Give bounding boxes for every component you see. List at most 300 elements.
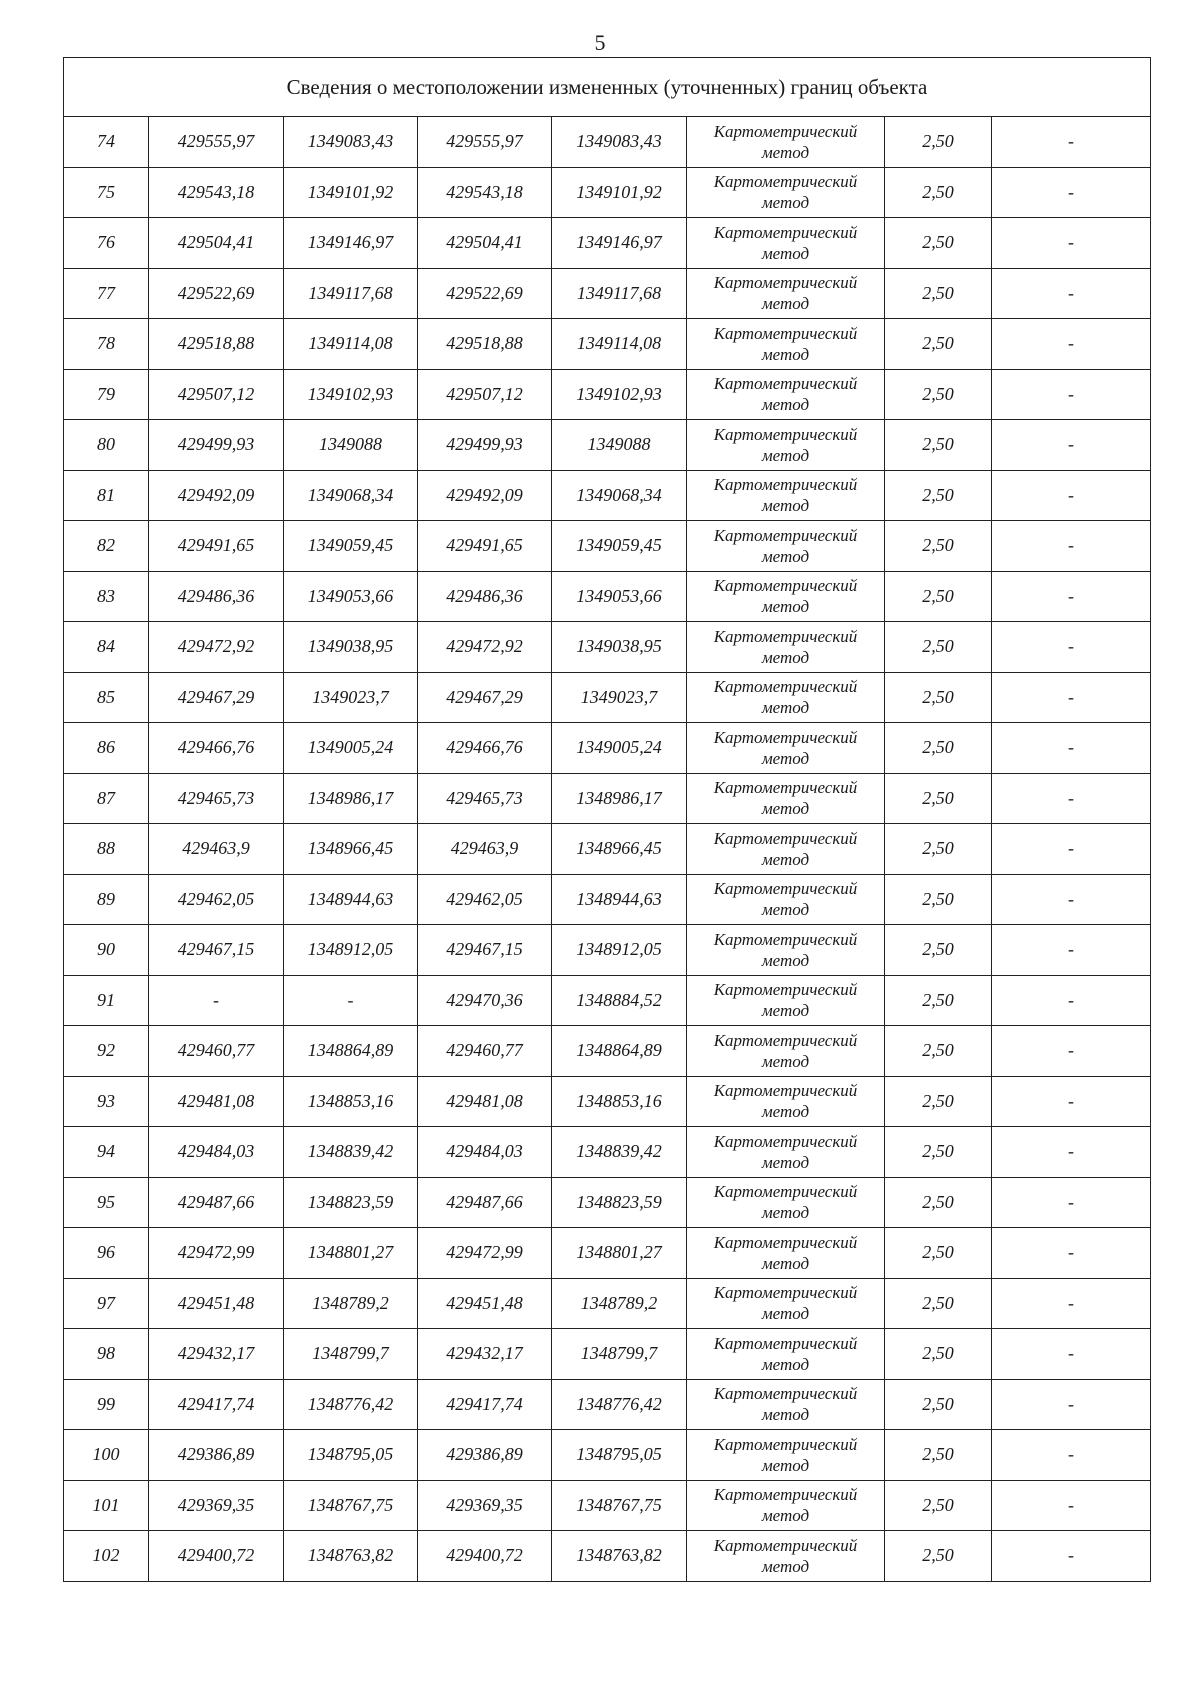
note-cell: - bbox=[992, 319, 1151, 370]
existing-x-cell: 429467,29 bbox=[149, 672, 284, 723]
method-line-2: метод bbox=[761, 1152, 810, 1172]
point-number-cell: 100 bbox=[64, 1430, 149, 1481]
refined-x-cell: 429463,9 bbox=[418, 824, 552, 875]
refined-x-cell: 429386,89 bbox=[418, 1430, 552, 1481]
method-line-2: метод bbox=[761, 1203, 810, 1223]
table-body bbox=[64, 117, 1151, 1582]
existing-y-cell: 1349083,43 bbox=[284, 117, 418, 168]
refined-x-cell: 429472,92 bbox=[418, 622, 552, 673]
refined-x-cell: 429507,12 bbox=[418, 369, 552, 420]
method-line-2: метод bbox=[761, 1102, 810, 1122]
refined-y-cell: 1349053,66 bbox=[552, 571, 687, 622]
table-row bbox=[64, 1026, 1151, 1077]
point-number-cell: 91 bbox=[64, 975, 149, 1026]
table-row bbox=[64, 824, 1151, 875]
accuracy-cell: 2,50 bbox=[885, 1329, 992, 1380]
refined-x-cell: 429518,88 bbox=[418, 319, 552, 370]
point-number-cell: 95 bbox=[64, 1177, 149, 1228]
method-line-2: метод bbox=[761, 243, 810, 263]
existing-y-cell: 1348944,63 bbox=[284, 874, 418, 925]
accuracy-cell: 2,50 bbox=[885, 925, 992, 976]
method-line-2: метод bbox=[761, 1051, 810, 1071]
note-cell: - bbox=[992, 1329, 1151, 1380]
method-line-2: метод bbox=[761, 1506, 810, 1526]
point-number-cell: 87 bbox=[64, 773, 149, 824]
method-cell bbox=[687, 723, 885, 774]
note-cell: - bbox=[992, 571, 1151, 622]
refined-y-cell: 1348839,42 bbox=[552, 1127, 687, 1178]
refined-y-cell: 1349083,43 bbox=[552, 117, 687, 168]
point-number-cell: 94 bbox=[64, 1127, 149, 1178]
existing-x-cell: 429463,9 bbox=[149, 824, 284, 875]
refined-y-cell: 1349059,45 bbox=[552, 521, 687, 572]
table-row bbox=[64, 571, 1151, 622]
refined-y-cell: 1348767,75 bbox=[552, 1480, 687, 1531]
method-line-2: метод bbox=[761, 142, 810, 162]
method-cell bbox=[687, 521, 885, 572]
refined-x-cell: 429470,36 bbox=[418, 975, 552, 1026]
accuracy-cell: 2,50 bbox=[885, 672, 992, 723]
accuracy-cell: 2,50 bbox=[885, 723, 992, 774]
accuracy-cell: 2,50 bbox=[885, 975, 992, 1026]
existing-y-cell: 1349117,68 bbox=[284, 268, 418, 319]
refined-x-cell: 429467,29 bbox=[418, 672, 552, 723]
existing-y-cell: 1348912,05 bbox=[284, 925, 418, 976]
table-row bbox=[64, 167, 1151, 218]
existing-x-cell: 429369,35 bbox=[149, 1480, 284, 1531]
accuracy-cell: 2,50 bbox=[885, 1076, 992, 1127]
method-line-2: метод bbox=[761, 294, 810, 314]
refined-y-cell: 1348966,45 bbox=[552, 824, 687, 875]
existing-y-cell: 1349088 bbox=[284, 420, 418, 471]
existing-y-cell: 1349005,24 bbox=[284, 723, 418, 774]
table-row bbox=[64, 319, 1151, 370]
existing-x-cell: 429491,65 bbox=[149, 521, 284, 572]
method-cell bbox=[687, 167, 885, 218]
note-cell: - bbox=[992, 672, 1151, 723]
refined-x-cell: 429492,09 bbox=[418, 470, 552, 521]
refined-x-cell: 429467,15 bbox=[418, 925, 552, 976]
method-cell bbox=[687, 622, 885, 673]
method-line-2: метод bbox=[761, 1354, 810, 1374]
existing-x-cell: 429507,12 bbox=[149, 369, 284, 420]
method-cell bbox=[687, 1026, 885, 1077]
method-line-2: метод bbox=[761, 698, 810, 718]
accuracy-cell: 2,50 bbox=[885, 420, 992, 471]
existing-x-cell: - bbox=[149, 975, 284, 1026]
note-cell: - bbox=[992, 1026, 1151, 1077]
table-row bbox=[64, 975, 1151, 1026]
existing-y-cell: 1348789,2 bbox=[284, 1278, 418, 1329]
method-cell bbox=[687, 672, 885, 723]
point-number-cell: 102 bbox=[64, 1531, 149, 1582]
method-line-1: Картометрический bbox=[713, 576, 858, 596]
table-row bbox=[64, 1379, 1151, 1430]
accuracy-cell: 2,50 bbox=[885, 1480, 992, 1531]
method-line-2: метод bbox=[761, 1001, 810, 1021]
method-cell bbox=[687, 1177, 885, 1228]
accuracy-cell: 2,50 bbox=[885, 167, 992, 218]
method-cell bbox=[687, 925, 885, 976]
existing-x-cell: 429465,73 bbox=[149, 773, 284, 824]
accuracy-cell: 2,50 bbox=[885, 369, 992, 420]
refined-x-cell: 429491,65 bbox=[418, 521, 552, 572]
method-line-2: метод bbox=[761, 597, 810, 617]
method-line-1: Картометрический bbox=[713, 929, 858, 949]
existing-y-cell: 1348853,16 bbox=[284, 1076, 418, 1127]
method-cell bbox=[687, 1430, 885, 1481]
boundary-coordinates-table bbox=[63, 57, 1151, 1582]
point-number-cell: 77 bbox=[64, 268, 149, 319]
note-cell: - bbox=[992, 420, 1151, 471]
method-cell bbox=[687, 1278, 885, 1329]
accuracy-cell: 2,50 bbox=[885, 773, 992, 824]
existing-y-cell: 1348801,27 bbox=[284, 1228, 418, 1279]
existing-y-cell: 1348839,42 bbox=[284, 1127, 418, 1178]
method-line-1: Картометрический bbox=[713, 879, 858, 899]
method-cell bbox=[687, 268, 885, 319]
table-row bbox=[64, 117, 1151, 168]
method-cell bbox=[687, 1228, 885, 1279]
note-cell: - bbox=[992, 167, 1151, 218]
refined-y-cell: 1348884,52 bbox=[552, 975, 687, 1026]
note-cell: - bbox=[992, 268, 1151, 319]
existing-y-cell: 1348776,42 bbox=[284, 1379, 418, 1430]
existing-y-cell: 1348795,05 bbox=[284, 1430, 418, 1481]
method-line-2: метод bbox=[761, 445, 810, 465]
note-cell: - bbox=[992, 521, 1151, 572]
note-cell: - bbox=[992, 925, 1151, 976]
refined-y-cell: 1349102,93 bbox=[552, 369, 687, 420]
refined-y-cell: 1348763,82 bbox=[552, 1531, 687, 1582]
accuracy-cell: 2,50 bbox=[885, 1430, 992, 1481]
table-row bbox=[64, 874, 1151, 925]
existing-x-cell: 429484,03 bbox=[149, 1127, 284, 1178]
accuracy-cell: 2,50 bbox=[885, 1531, 992, 1582]
existing-x-cell: 429472,99 bbox=[149, 1228, 284, 1279]
existing-x-cell: 429462,05 bbox=[149, 874, 284, 925]
point-number-cell: 96 bbox=[64, 1228, 149, 1279]
refined-x-cell: 429486,36 bbox=[418, 571, 552, 622]
table-row bbox=[64, 1076, 1151, 1127]
table-row bbox=[64, 1278, 1151, 1329]
refined-y-cell: 1349088 bbox=[552, 420, 687, 471]
method-line-1: Картометрический bbox=[713, 424, 858, 444]
note-cell: - bbox=[992, 1430, 1151, 1481]
accuracy-cell: 2,50 bbox=[885, 1127, 992, 1178]
method-line-1: Картометрический bbox=[713, 1081, 858, 1101]
point-number-cell: 98 bbox=[64, 1329, 149, 1380]
refined-y-cell: 1349114,08 bbox=[552, 319, 687, 370]
refined-y-cell: 1348986,17 bbox=[552, 773, 687, 824]
point-number-cell: 81 bbox=[64, 470, 149, 521]
refined-x-cell: 429504,41 bbox=[418, 218, 552, 269]
method-line-1: Картометрический bbox=[713, 1283, 858, 1303]
table-row bbox=[64, 268, 1151, 319]
existing-x-cell: 429460,77 bbox=[149, 1026, 284, 1077]
method-cell bbox=[687, 975, 885, 1026]
method-line-2: метод bbox=[761, 1304, 810, 1324]
existing-x-cell: 429467,15 bbox=[149, 925, 284, 976]
method-line-1: Картометрический bbox=[713, 1232, 858, 1252]
refined-y-cell: 1348864,89 bbox=[552, 1026, 687, 1077]
existing-y-cell: 1348767,75 bbox=[284, 1480, 418, 1531]
method-line-2: метод bbox=[761, 1556, 810, 1576]
method-line-1: Картометрический bbox=[713, 222, 858, 242]
existing-x-cell: 429543,18 bbox=[149, 167, 284, 218]
note-cell: - bbox=[992, 975, 1151, 1026]
refined-x-cell: 429369,35 bbox=[418, 1480, 552, 1531]
refined-y-cell: 1349038,95 bbox=[552, 622, 687, 673]
table-row bbox=[64, 1329, 1151, 1380]
table-row bbox=[64, 369, 1151, 420]
method-line-2: метод bbox=[761, 950, 810, 970]
method-cell bbox=[687, 218, 885, 269]
accuracy-cell: 2,50 bbox=[885, 1026, 992, 1077]
table-row bbox=[64, 521, 1151, 572]
refined-y-cell: 1348799,7 bbox=[552, 1329, 687, 1380]
method-line-1: Картометрический bbox=[713, 778, 858, 798]
refined-x-cell: 429400,72 bbox=[418, 1531, 552, 1582]
method-line-1: Картометрический bbox=[713, 1384, 858, 1404]
table-row bbox=[64, 925, 1151, 976]
note-cell: - bbox=[992, 117, 1151, 168]
refined-x-cell: 429462,05 bbox=[418, 874, 552, 925]
existing-x-cell: 429472,92 bbox=[149, 622, 284, 673]
method-cell bbox=[687, 824, 885, 875]
note-cell: - bbox=[992, 369, 1151, 420]
existing-y-cell: 1349038,95 bbox=[284, 622, 418, 673]
method-cell bbox=[687, 319, 885, 370]
accuracy-cell: 2,50 bbox=[885, 1379, 992, 1430]
existing-y-cell: 1348864,89 bbox=[284, 1026, 418, 1077]
point-number-cell: 84 bbox=[64, 622, 149, 673]
method-cell bbox=[687, 1127, 885, 1178]
refined-x-cell: 429484,03 bbox=[418, 1127, 552, 1178]
existing-y-cell: 1349146,97 bbox=[284, 218, 418, 269]
table-row bbox=[64, 1228, 1151, 1279]
point-number-cell: 82 bbox=[64, 521, 149, 572]
point-number-cell: 78 bbox=[64, 319, 149, 370]
point-number-cell: 74 bbox=[64, 117, 149, 168]
point-number-cell: 90 bbox=[64, 925, 149, 976]
method-line-1: Картометрический bbox=[713, 828, 858, 848]
point-number-cell: 99 bbox=[64, 1379, 149, 1430]
existing-x-cell: 429386,89 bbox=[149, 1430, 284, 1481]
existing-x-cell: 429487,66 bbox=[149, 1177, 284, 1228]
method-line-1: Картометрический bbox=[713, 1333, 858, 1353]
table-row bbox=[64, 1480, 1151, 1531]
existing-y-cell: 1348799,7 bbox=[284, 1329, 418, 1380]
note-cell: - bbox=[992, 1076, 1151, 1127]
existing-y-cell: 1349114,08 bbox=[284, 319, 418, 370]
existing-y-cell: 1349053,66 bbox=[284, 571, 418, 622]
refined-y-cell: 1349005,24 bbox=[552, 723, 687, 774]
point-number-cell: 83 bbox=[64, 571, 149, 622]
existing-x-cell: 429499,93 bbox=[149, 420, 284, 471]
existing-x-cell: 429492,09 bbox=[149, 470, 284, 521]
refined-x-cell: 429522,69 bbox=[418, 268, 552, 319]
existing-x-cell: 429522,69 bbox=[149, 268, 284, 319]
method-line-1: Картометрический bbox=[713, 1030, 858, 1050]
existing-y-cell: 1348966,45 bbox=[284, 824, 418, 875]
refined-x-cell: 429472,99 bbox=[418, 1228, 552, 1279]
method-line-1: Картометрический bbox=[713, 1434, 858, 1454]
method-line-1: Картометрический bbox=[713, 1485, 858, 1505]
refined-y-cell: 1348789,2 bbox=[552, 1278, 687, 1329]
table-row bbox=[64, 470, 1151, 521]
method-line-1: Картометрический bbox=[713, 677, 858, 697]
note-cell: - bbox=[992, 218, 1151, 269]
method-line-1: Картометрический bbox=[713, 727, 858, 747]
existing-x-cell: 429417,74 bbox=[149, 1379, 284, 1430]
method-cell bbox=[687, 470, 885, 521]
refined-y-cell: 1348776,42 bbox=[552, 1379, 687, 1430]
note-cell: - bbox=[992, 470, 1151, 521]
refined-y-cell: 1349068,34 bbox=[552, 470, 687, 521]
refined-x-cell: 429432,17 bbox=[418, 1329, 552, 1380]
method-line-1: Картометрический bbox=[713, 121, 858, 141]
existing-y-cell: 1348763,82 bbox=[284, 1531, 418, 1582]
table-row bbox=[64, 1177, 1151, 1228]
accuracy-cell: 2,50 bbox=[885, 218, 992, 269]
table-title: Сведения о местоположении измененных (уточненных) границ объекта bbox=[64, 58, 1151, 117]
refined-x-cell: 429417,74 bbox=[418, 1379, 552, 1430]
accuracy-cell: 2,50 bbox=[885, 622, 992, 673]
method-line-2: метод bbox=[761, 344, 810, 364]
point-number-cell: 88 bbox=[64, 824, 149, 875]
refined-y-cell: 1349101,92 bbox=[552, 167, 687, 218]
method-cell bbox=[687, 1480, 885, 1531]
method-cell bbox=[687, 369, 885, 420]
accuracy-cell: 2,50 bbox=[885, 571, 992, 622]
existing-x-cell: 429400,72 bbox=[149, 1531, 284, 1582]
note-cell: - bbox=[992, 1177, 1151, 1228]
point-number-cell: 76 bbox=[64, 218, 149, 269]
method-line-2: метод bbox=[761, 546, 810, 566]
accuracy-cell: 2,50 bbox=[885, 874, 992, 925]
existing-x-cell: 429451,48 bbox=[149, 1278, 284, 1329]
method-line-2: метод bbox=[761, 849, 810, 869]
note-cell: - bbox=[992, 824, 1151, 875]
existing-x-cell: 429486,36 bbox=[149, 571, 284, 622]
refined-x-cell: 429543,18 bbox=[418, 167, 552, 218]
method-line-2: метод bbox=[761, 496, 810, 516]
method-line-1: Картометрический bbox=[713, 374, 858, 394]
refined-x-cell: 429460,77 bbox=[418, 1026, 552, 1077]
note-cell: - bbox=[992, 1228, 1151, 1279]
existing-y-cell: 1349101,92 bbox=[284, 167, 418, 218]
method-line-2: метод bbox=[761, 1455, 810, 1475]
point-number-cell: 79 bbox=[64, 369, 149, 420]
refined-y-cell: 1349117,68 bbox=[552, 268, 687, 319]
method-cell bbox=[687, 571, 885, 622]
method-line-1: Картометрический bbox=[713, 323, 858, 343]
existing-x-cell: 429504,41 bbox=[149, 218, 284, 269]
point-number-cell: 97 bbox=[64, 1278, 149, 1329]
table-row bbox=[64, 773, 1151, 824]
refined-y-cell: 1349023,7 bbox=[552, 672, 687, 723]
existing-x-cell: 429481,08 bbox=[149, 1076, 284, 1127]
note-cell: - bbox=[992, 1379, 1151, 1430]
method-cell bbox=[687, 874, 885, 925]
table-row bbox=[64, 420, 1151, 471]
accuracy-cell: 2,50 bbox=[885, 1278, 992, 1329]
method-cell bbox=[687, 117, 885, 168]
note-cell: - bbox=[992, 773, 1151, 824]
note-cell: - bbox=[992, 1480, 1151, 1531]
point-number-cell: 80 bbox=[64, 420, 149, 471]
note-cell: - bbox=[992, 723, 1151, 774]
method-line-2: метод bbox=[761, 799, 810, 819]
method-line-2: метод bbox=[761, 748, 810, 768]
refined-x-cell: 429481,08 bbox=[418, 1076, 552, 1127]
note-cell: - bbox=[992, 1531, 1151, 1582]
method-line-1: Картометрический bbox=[713, 273, 858, 293]
method-cell bbox=[687, 1531, 885, 1582]
note-cell: - bbox=[992, 874, 1151, 925]
table-row bbox=[64, 672, 1151, 723]
accuracy-cell: 2,50 bbox=[885, 117, 992, 168]
method-cell bbox=[687, 1379, 885, 1430]
point-number-cell: 101 bbox=[64, 1480, 149, 1531]
method-line-2: метод bbox=[761, 193, 810, 213]
method-line-2: метод bbox=[761, 1253, 810, 1273]
existing-y-cell: - bbox=[284, 975, 418, 1026]
refined-x-cell: 429451,48 bbox=[418, 1278, 552, 1329]
point-number-cell: 92 bbox=[64, 1026, 149, 1077]
point-number-cell: 85 bbox=[64, 672, 149, 723]
point-number-cell: 75 bbox=[64, 167, 149, 218]
method-line-1: Картометрический bbox=[713, 980, 858, 1000]
method-cell bbox=[687, 773, 885, 824]
refined-x-cell: 429487,66 bbox=[418, 1177, 552, 1228]
existing-y-cell: 1348823,59 bbox=[284, 1177, 418, 1228]
point-number-cell: 93 bbox=[64, 1076, 149, 1127]
existing-x-cell: 429432,17 bbox=[149, 1329, 284, 1380]
method-cell bbox=[687, 1076, 885, 1127]
table-row bbox=[64, 1430, 1151, 1481]
existing-x-cell: 429555,97 bbox=[149, 117, 284, 168]
table-row bbox=[64, 723, 1151, 774]
existing-y-cell: 1349102,93 bbox=[284, 369, 418, 420]
method-line-2: метод bbox=[761, 900, 810, 920]
existing-y-cell: 1348986,17 bbox=[284, 773, 418, 824]
table-row bbox=[64, 218, 1151, 269]
point-number-cell: 86 bbox=[64, 723, 149, 774]
method-cell bbox=[687, 1329, 885, 1380]
existing-y-cell: 1349059,45 bbox=[284, 521, 418, 572]
method-line-1: Картометрический bbox=[713, 1182, 858, 1202]
method-line-1: Картометрический bbox=[713, 525, 858, 545]
refined-y-cell: 1348795,05 bbox=[552, 1430, 687, 1481]
method-line-1: Картометрический bbox=[713, 475, 858, 495]
note-cell: - bbox=[992, 1127, 1151, 1178]
refined-x-cell: 429555,97 bbox=[418, 117, 552, 168]
refined-y-cell: 1348944,63 bbox=[552, 874, 687, 925]
refined-y-cell: 1348912,05 bbox=[552, 925, 687, 976]
refined-x-cell: 429499,93 bbox=[418, 420, 552, 471]
method-line-1: Картометрический bbox=[713, 1131, 858, 1151]
accuracy-cell: 2,50 bbox=[885, 470, 992, 521]
method-cell bbox=[687, 420, 885, 471]
method-line-2: метод bbox=[761, 647, 810, 667]
accuracy-cell: 2,50 bbox=[885, 824, 992, 875]
refined-x-cell: 429465,73 bbox=[418, 773, 552, 824]
method-line-1: Картометрический bbox=[713, 172, 858, 192]
method-line-1: Картометрический bbox=[713, 626, 858, 646]
note-cell: - bbox=[992, 1278, 1151, 1329]
